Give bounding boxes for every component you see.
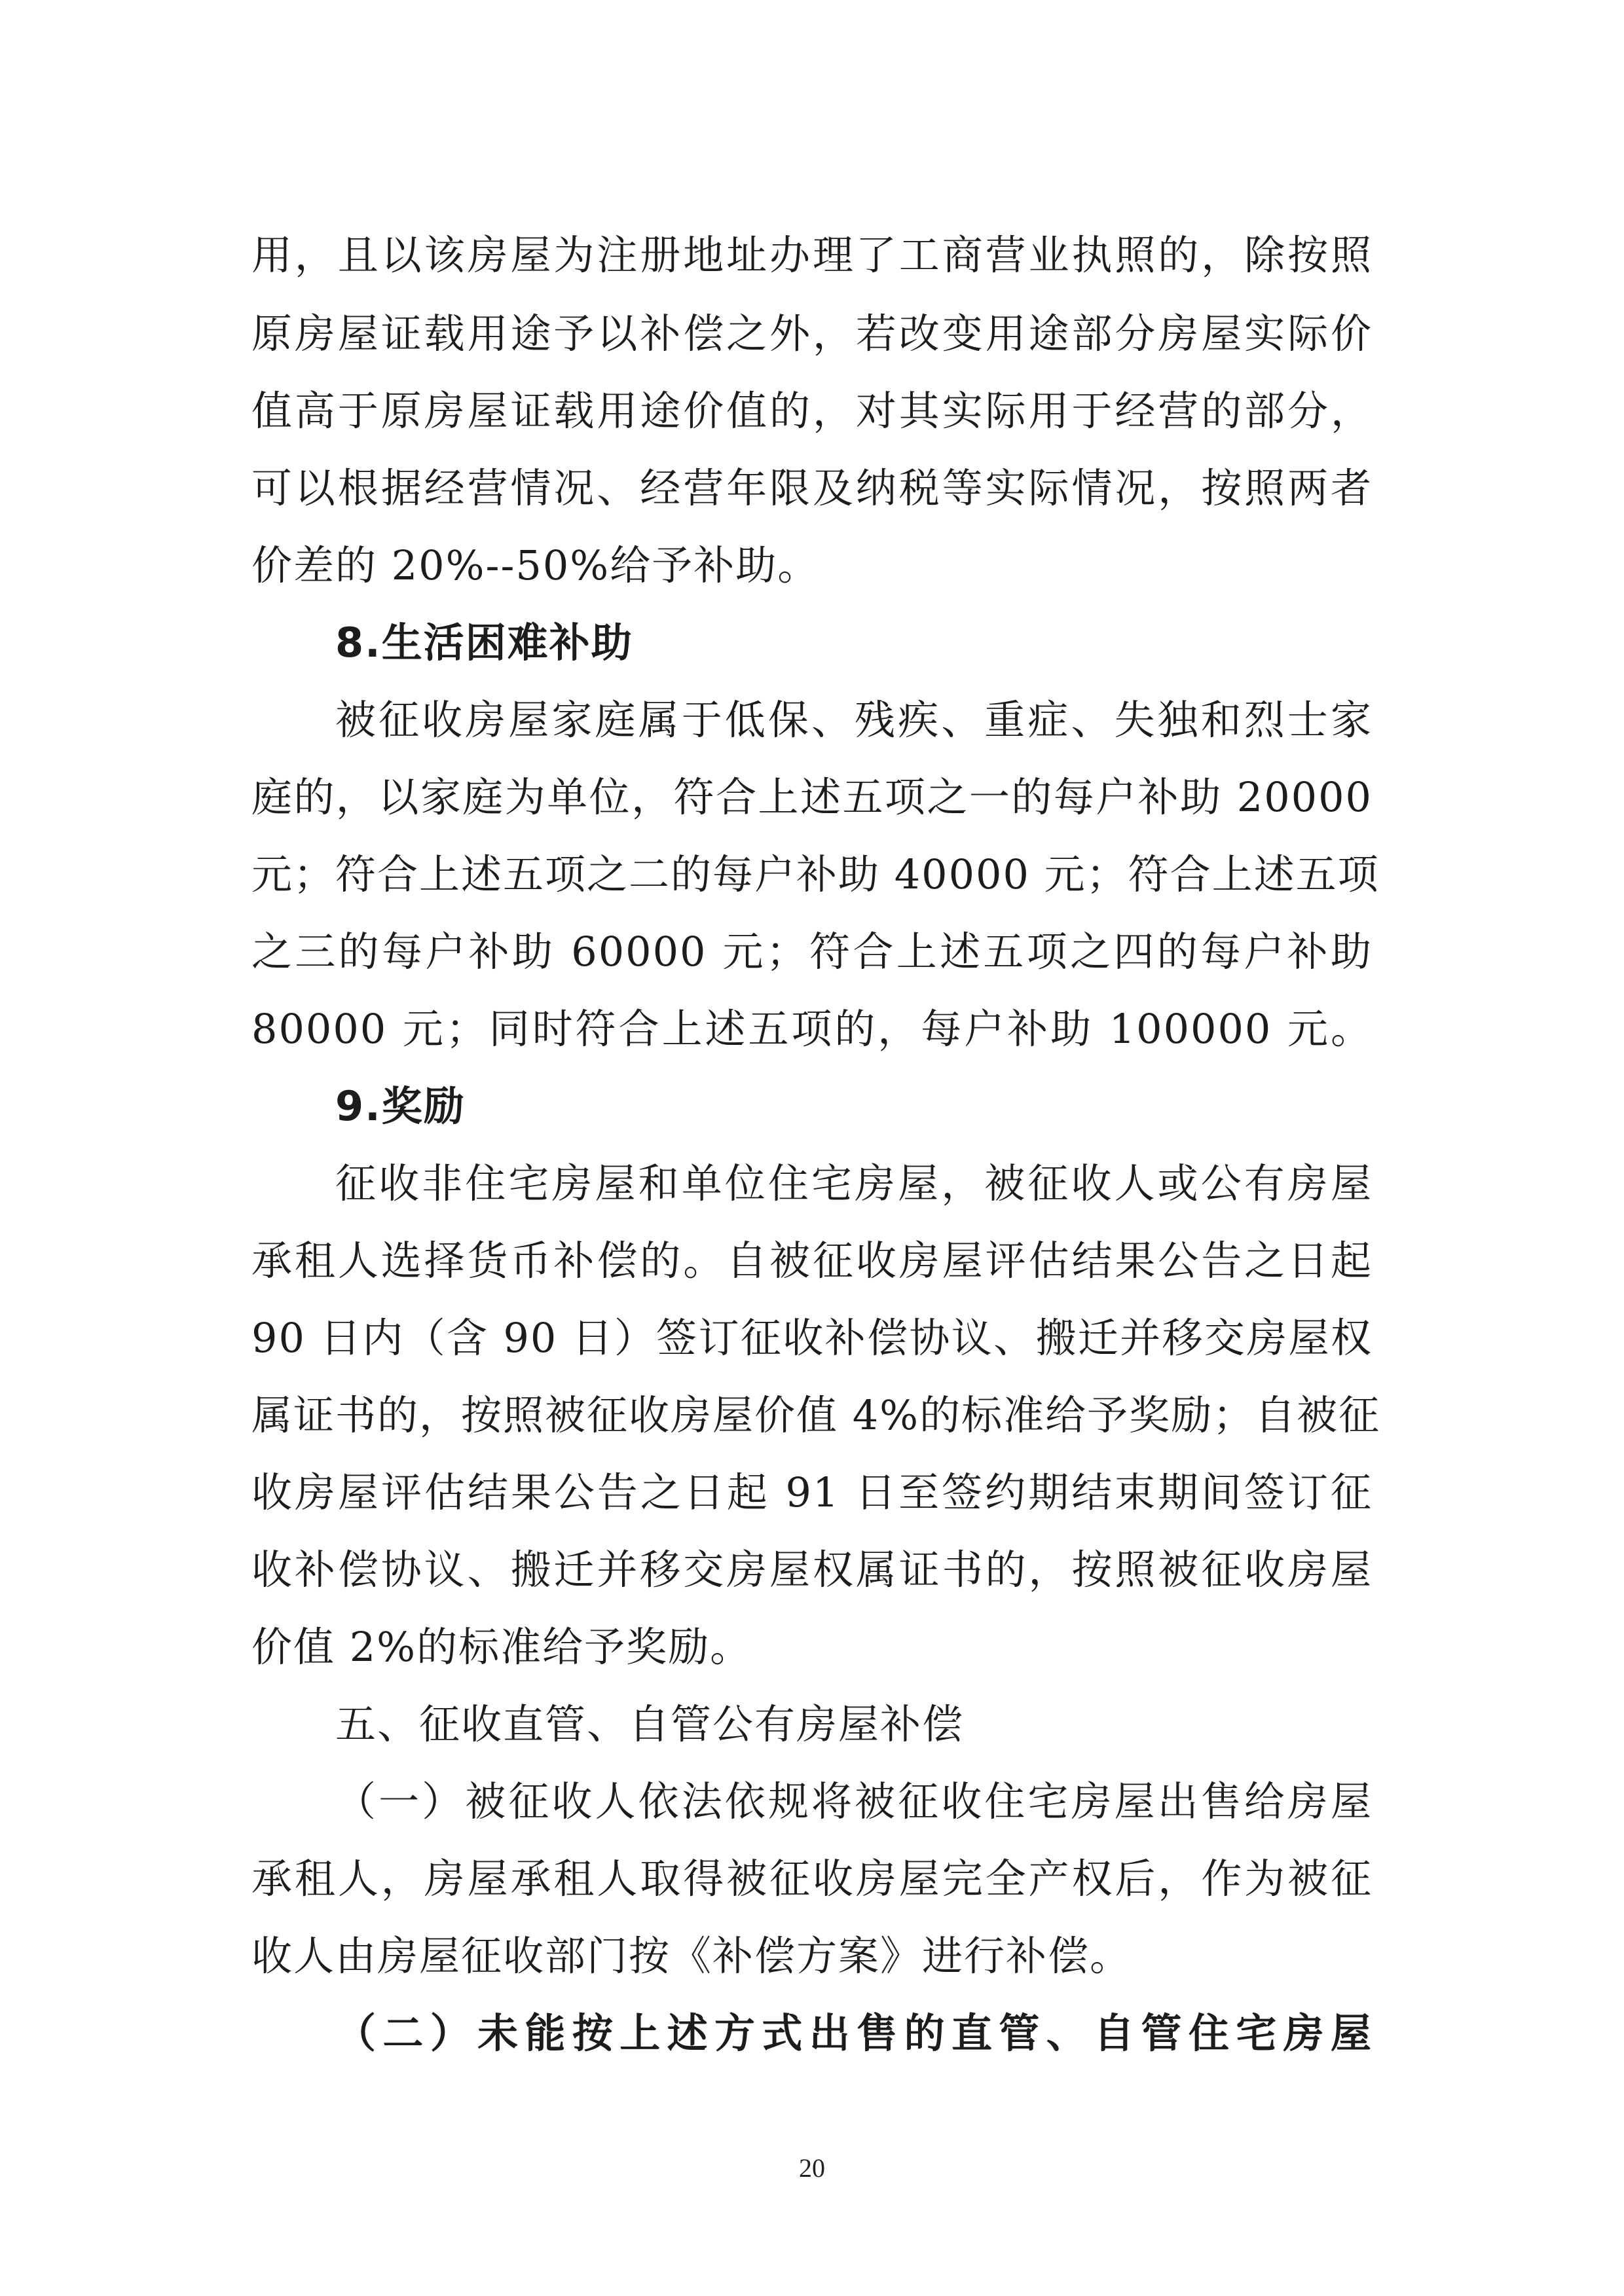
body-line: 价值 2%的标准给予奖励。 bbox=[251, 1623, 752, 1671]
body-line: 元；符合上述五项之二的每户补助 40000 元；符合上述五项 bbox=[251, 850, 1380, 898]
body-line: 被征收房屋家庭属于低保、残疾、重症、失独和烈士家 bbox=[335, 696, 1373, 744]
body-line: 承租人，房屋承租人取得被征收房屋完全产权后，作为被征 bbox=[251, 1855, 1373, 1903]
body-line: 收房屋评估结果公告之日起 91 日至签约期结束期间签订征 bbox=[251, 1468, 1373, 1516]
body-line: 用，且以该房屋为注册地址办理了工商营业执照的，除按照 bbox=[251, 231, 1373, 279]
body-line: （一）被征收人依法依规将被征收住宅房屋出售给房屋 bbox=[335, 1777, 1373, 1825]
body-line: 收补偿协议、搬迁并移交房屋权属证书的，按照被征收房屋 bbox=[251, 1546, 1373, 1594]
body-line: 值高于原房屋证载用途价值的，对其实际用于经营的部分， bbox=[251, 387, 1373, 435]
subsection-heading-2: （二）未能按上述方式出售的直管、自管住宅房屋 bbox=[335, 2009, 1373, 2057]
body-line: 可以根据经营情况、经营年限及纳税等实际情况，按照两者 bbox=[251, 464, 1373, 512]
body-line: 原房屋证载用途予以补偿之外，若改变用途部分房屋实际价 bbox=[251, 310, 1373, 357]
body-line: 80000 元；同时符合上述五项的，每户补助 100000 元。 bbox=[251, 1005, 1373, 1053]
section-heading-9: 9.奖励 bbox=[335, 1082, 466, 1130]
body-line: 90 日内（含 90 日）签订征收补偿协议、搬迁并移交房屋权 bbox=[251, 1314, 1373, 1362]
section-heading-5: 五、征收直管、自管公有房屋补偿 bbox=[335, 1700, 965, 1748]
page-number: 20 bbox=[799, 2153, 825, 2183]
body-line: 收人由房屋征收部门按《补偿方案》进行补偿。 bbox=[251, 1932, 1132, 1980]
body-line: 价差的 20%--50%给予补助。 bbox=[251, 541, 820, 589]
body-line: 征收非住宅房屋和单位住宅房屋，被征收人或公有房屋 bbox=[335, 1159, 1373, 1207]
body-line: 之三的每户补助 60000 元；符合上述五项之四的每户补助 bbox=[251, 928, 1373, 975]
body-line: 庭的，以家庭为单位，符合上述五项之一的每户补助 20000 bbox=[251, 773, 1373, 821]
body-line: 承租人选择货币补偿的。自被征收房屋评估结果公告之日起 bbox=[251, 1237, 1373, 1285]
section-heading-8: 8.生活困难补助 bbox=[335, 619, 633, 666]
body-line: 属证书的，按照被征收房屋价值 4%的标准给予奖励；自被征 bbox=[251, 1391, 1381, 1439]
